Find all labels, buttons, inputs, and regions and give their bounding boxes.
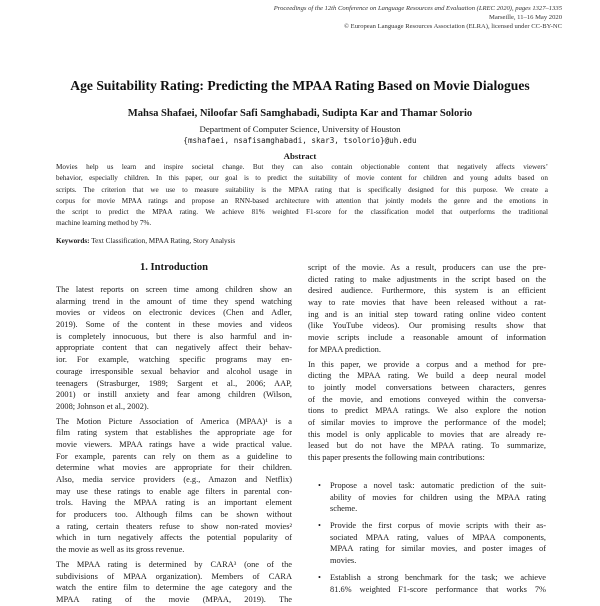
text-line: movie scripts include a reasonable amount of information: [308, 333, 546, 343]
keywords-text: Text Classification, MPAA Rating, Story Analysis: [89, 237, 236, 245]
text-line: to jointly model conversations between characters, genres: [308, 382, 546, 392]
bullet-icon: •: [318, 521, 321, 531]
text-line: for MPAA prediction.: [308, 344, 381, 354]
contribution-line: 81.6% weighted F1-score performance that works 7%: [330, 584, 546, 594]
contribution-line: ability of movies for children using the MPAA rating: [330, 492, 546, 502]
text-line: 2019). Some of the content in these movies and videos: [56, 320, 292, 330]
text-line: this paper presents the following main contributions:: [308, 453, 485, 462]
text-line: of similar movies to improve the performance of the model;: [308, 417, 546, 427]
paper-title: Age Suitability Rating: Predicting the MPAA Rating Based on Movie Dialogues: [70, 78, 530, 93]
text-line: (like YouTube videos). Our promising results show that: [308, 321, 546, 331]
text-line: of the movie, and emotions conveyed within the conversa-: [308, 394, 546, 404]
text-line: MPAA rating of the movie (MPAA, 2019). The: [56, 594, 292, 604]
text-line: the movie as well as its gross revenue.: [56, 545, 185, 555]
contribution-line: Establish a strong benchmark for the task; we achieve: [330, 572, 546, 582]
proceedings-line: Proceedings of the 12th Conference on Language Resources and Evaluation (LREC 2020), pages 1327–1335: [273, 5, 562, 12]
right-column-text: [308, 262, 546, 464]
abstract-line: the script to predict the MPAA rating. We achieve 81% weighted F1-score for the classification model that outperforms the traditional: [56, 208, 548, 217]
text-line: For example, parents can rely on them as a guideline to: [56, 451, 292, 461]
text-line: ior. For example, watching specific programs may en-: [56, 355, 292, 365]
author-affiliation: Department of Computer Science, University of Houston: [199, 124, 401, 134]
keywords-label: Keywords:: [56, 237, 90, 245]
text-line: dicting the MPAA rating. We build a deep neural model: [308, 371, 546, 381]
text-line: The MPAA rating is determined by CARA³ (one of the: [56, 559, 292, 569]
text-line: which in turn negatively affects the potential popularity of: [56, 533, 292, 543]
contribution-item: [308, 480, 546, 515]
contribution-line: Propose a novel task: automatic prediction of the suit-: [330, 481, 546, 490]
section-heading-introduction: 1. Introduction: [139, 262, 209, 273]
text-line: courage irresponsible sexual behavior and alcohol usage in: [56, 366, 292, 376]
text-line: determine what movies are appropriate for their children.: [56, 463, 292, 473]
keywords-line: [56, 236, 548, 247]
text-line: is completely innocuous, but there is also harmful and in-: [56, 331, 292, 341]
location-line: Marseille, 11–16 May 2020: [488, 14, 562, 22]
text-line: leased but do not have the MPAA rating. To summarize,: [308, 441, 546, 451]
bullet-icon: •: [318, 481, 321, 490]
text-line: for producers too. Although films can be shown without: [56, 510, 292, 520]
contributions-list: [308, 480, 546, 600]
text-line: alarming trend in the amount of time they spend watching: [56, 296, 292, 306]
text-line: dicted rating to make adjustments in the script based on the: [308, 274, 546, 284]
text-line: movie viewers. MPAA ratings have a wide practical value.: [56, 439, 292, 449]
text-line: way to rate movies that have been released without a rat-: [308, 298, 546, 308]
contribution-line: sociated MPAA rating, values of MPAA components,: [330, 532, 546, 542]
text-line: Also, media service providers (e.g., Amazon and Netflix): [56, 475, 292, 484]
author-emails: {mshafaei, nsafisamghabadi, skar3, tsolorio}@uh.edu: [183, 136, 417, 145]
text-line: subdivisions of MPAA organization). Members of CARA: [56, 571, 292, 581]
text-line: The latest reports on screen time among children show an: [56, 285, 292, 294]
text-line: The Motion Picture Association of America (MPAA)¹ is a: [56, 416, 292, 426]
text-line: movies or videos on electronic devices (Chen and Adler,: [56, 308, 292, 318]
text-line: trols. Having the MPAA rating is an important element: [56, 498, 292, 508]
abstract-heading: Abstract: [283, 151, 317, 161]
bullet-icon: •: [318, 572, 321, 582]
contribution-item: [308, 572, 546, 595]
text-line: film rating system that establishes the appropriate age for: [56, 428, 292, 438]
text-line: script of the movie. As a result, producers can use the pre-: [308, 263, 546, 272]
text-line: 2001) or instill anxiety and fear among children (Wilson,: [56, 390, 292, 400]
abstract-line: Movies help us learn and inspire societal change. But they can also contain objectionable content that negatively affects viewers’: [56, 163, 548, 171]
text-line: may use these ratings to enable age filters in parental con-: [56, 486, 292, 496]
abstract-line: corpus for movie MPAA ratings and propose an RNN-based architecture with attention that jointly models the genre and the emotions in: [56, 196, 548, 205]
text-line: watch the entire film to determine the age category and the: [56, 583, 292, 593]
abstract-line: machine learning method by 7%.: [56, 219, 152, 228]
text-line: a rating, certain theaters refuse to show non-rated movies²: [56, 521, 292, 531]
text-line: 2008; Johnson et al., 2002).: [56, 401, 149, 411]
contribution-line: scheme.: [330, 504, 358, 514]
text-line: desired audience. Furthermore, this system is an efficient: [308, 286, 546, 296]
text-line: this model is only applicable to movies that are already re-: [308, 429, 546, 439]
text-line: teenagers (Strasburger, 1989; Sargent et al., 2006; AAP,: [56, 378, 292, 388]
text-line: tions to predict MPAA ratings. We also explore the notion: [308, 406, 546, 416]
abstract-body: [56, 162, 548, 230]
contribution-line: MPAA rating for similar movies, and poster images of: [330, 544, 546, 554]
license-line: © European Language Resources Association (ELRA), licensed under CC-BY-NC: [344, 23, 562, 31]
text-line: ing and is an initial step toward rating online video content: [308, 309, 546, 319]
proceedings-header: [162, 4, 562, 32]
contribution-item: [308, 520, 546, 567]
abstract-line: scripts. The criterion that we use to measure suitability is the MPAA rating that is specifically designed for this purpose. We create a: [56, 185, 548, 194]
text-line: appropriate content that can negatively affect their behav-: [56, 343, 292, 353]
abstract-line: behavior, especially children. In this paper, our goal is to predict the suitability of movie content for children and young adults based on: [56, 174, 548, 183]
contribution-line: movies.: [330, 556, 357, 566]
left-column-text: [56, 284, 292, 606]
paper-authors: Mahsa Shafaei, Niloofar Safi Samghabadi, Sudipta Kar and Thamar Solorio: [127, 108, 473, 119]
text-line: In this paper, we provide a corpus and a method for pre-: [308, 359, 546, 369]
contribution-line: Provide the first corpus of movie scripts with their as-: [330, 521, 546, 531]
